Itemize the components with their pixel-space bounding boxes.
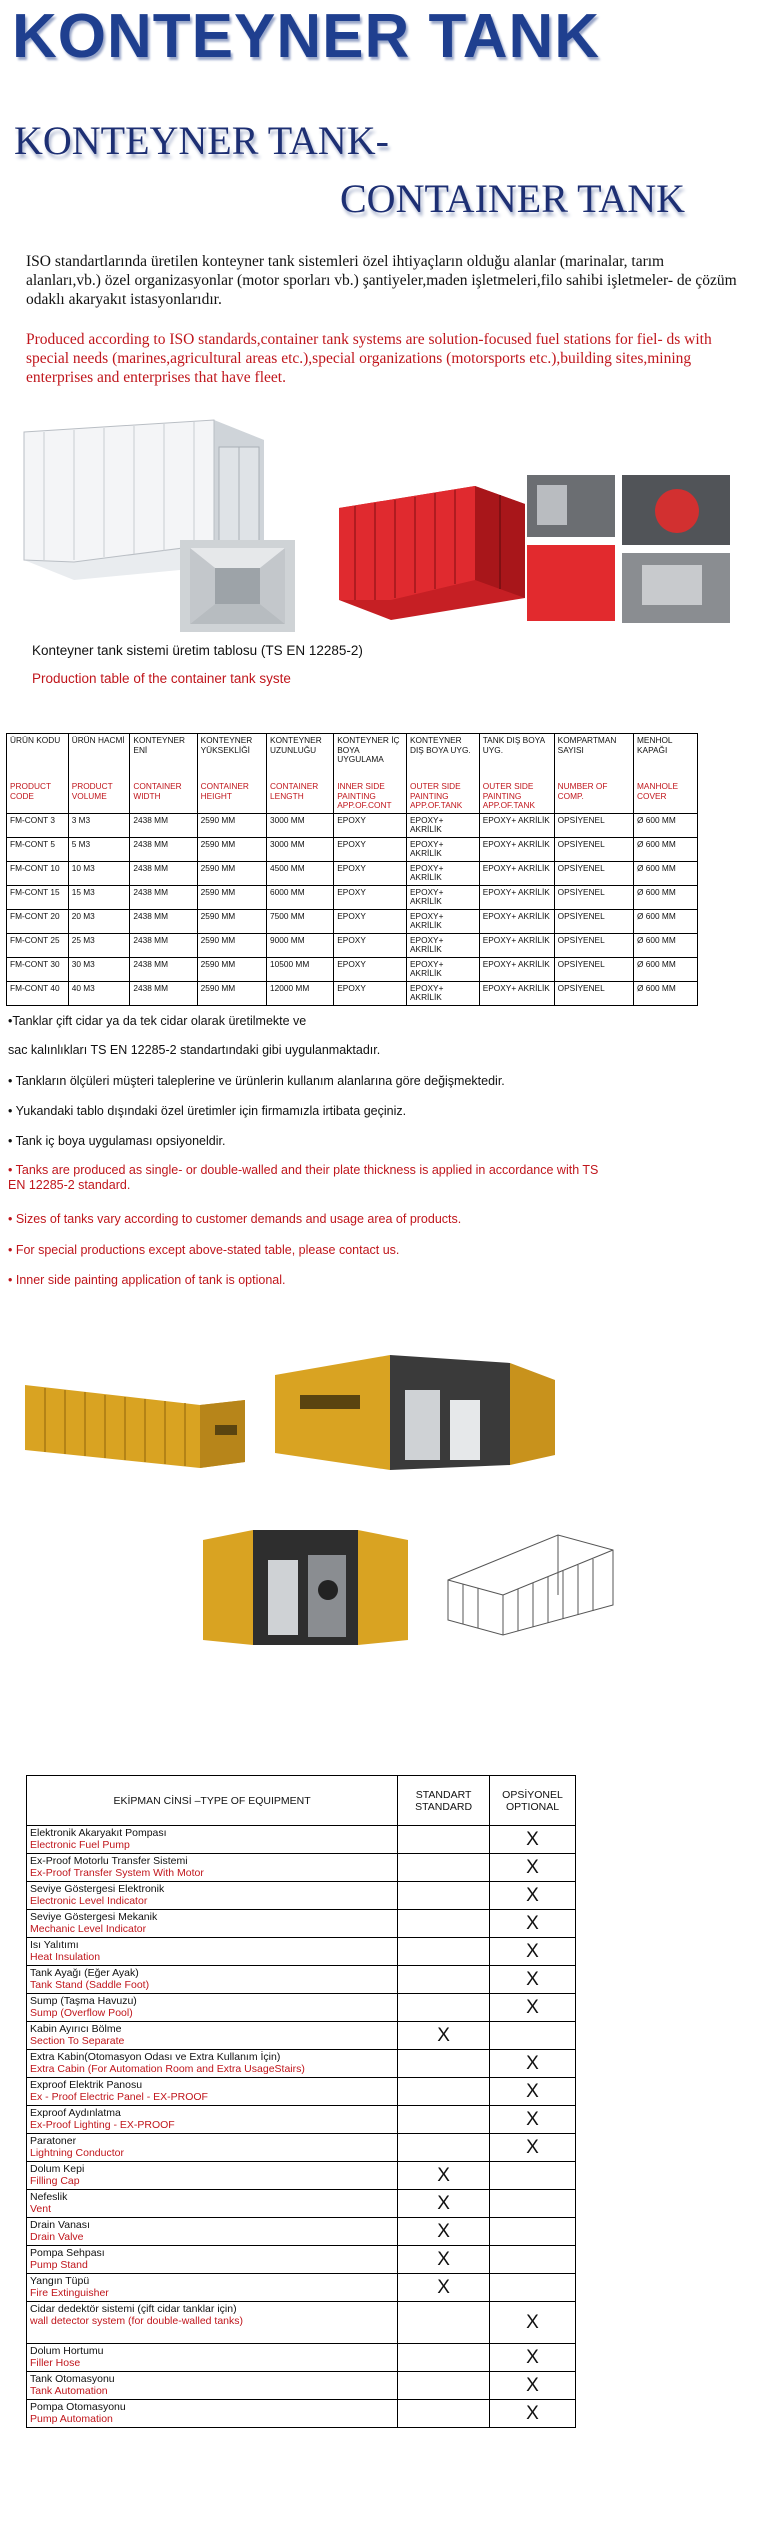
table-cell: 2438 MM: [130, 813, 197, 837]
table-row: [7, 933, 698, 957]
equipment-name-en: Electronic Fuel Pump: [30, 1839, 130, 1851]
equipment-name-cell: [27, 1854, 398, 1882]
table-cell: FM-CONT 3: [7, 813, 69, 837]
table-cell: 10 M3: [68, 861, 130, 885]
equipment-name-cell: [27, 2134, 398, 2162]
standard-mark: X: [398, 2022, 490, 2050]
table-cell: 2438 MM: [130, 981, 197, 1005]
equipment-name-tr: Tank Ayağı (Eğer Ayak): [30, 1967, 139, 1979]
equipment-name-en: Filler Hose: [30, 2357, 81, 2369]
optional-mark: X: [490, 1938, 576, 1966]
col-header-volume: ÜRÜN HACMİ PRODUCT VOLUME: [68, 734, 130, 814]
equipment-name-cell: [27, 1938, 398, 1966]
note-tr-5: • Tank iç boya uygulaması opsiyoneldir.: [8, 1134, 226, 1148]
col-header-outer-paint-container: KONTEYNER DIŞ BOYA UYG. OUTER SIDE PAINTING APP.OF.TANK: [407, 734, 480, 814]
standard-mark: [398, 2302, 490, 2344]
equipment-row: [27, 2372, 576, 2400]
equipment-name-cell: [27, 2372, 398, 2400]
note-tr-4: • Yukandaki tablo dışındaki özel üretimler için firmamızla irtibata geçiniz.: [8, 1104, 407, 1118]
equipment-table: [26, 1775, 576, 2428]
equipment-name-tr: Seviye Göstergesi Elektronik: [30, 1883, 165, 1895]
table-cell: EPOXY+ AKRİLİK: [407, 813, 480, 837]
standard-mark: [398, 1966, 490, 1994]
table-row: [7, 813, 698, 837]
standard-mark: X: [398, 2274, 490, 2302]
table-cell: FM-CONT 5: [7, 837, 69, 861]
standard-mark: [398, 1938, 490, 1966]
table-cell: EPOXY+ AKRİLİK: [479, 933, 554, 957]
note-en-1: • Tanks are produced as single- or double-walled and their plate thickness is applied in accordance with TS EN 12285-2 standard.: [8, 1163, 599, 1192]
equipment-name-en: Ex - Proof Electric Panel - EX-PROOF: [30, 2091, 208, 2103]
equipment-row: [27, 1994, 576, 2022]
equipment-row: [27, 2218, 576, 2246]
optional-mark: X: [490, 2106, 576, 2134]
equipment-name-en: Extra Cabin (For Automation Room and Extra UsageStairs): [30, 2063, 305, 2075]
table-cell: 2438 MM: [130, 837, 197, 861]
table-cell: EPOXY: [334, 909, 407, 933]
col-header-outer-paint-tank: TANK DIŞ BOYA UYG. OUTER SIDE PAINTING APP.OF.TANK: [479, 734, 554, 814]
standard-mark: [398, 2106, 490, 2134]
equipment-row: [27, 1938, 576, 1966]
equipment-row: [27, 2344, 576, 2372]
equipment-row: [27, 1966, 576, 1994]
equipment-name-tr: Kabin Ayırıcı Bölme: [30, 2023, 122, 2035]
standard-mark: [398, 2078, 490, 2106]
red-container-image: [335, 468, 530, 626]
intro-paragraph-tr: ISO standartlarında üretilen konteyner tank sistemleri özel ihtiyaçların olduğu alanlar (marinalar, tarım alanları,vb.) özel organizasyonlar (motor sporları vb.) şantiyeler,maden işletmeleri,filo sahibi işletmeler- de çözüm odaklı akaryakıt istasyonlarıdır.: [26, 253, 737, 308]
equipment-name-cell: [27, 1966, 398, 1994]
table-cell: 4500 MM: [267, 861, 334, 885]
standard-mark: [398, 1994, 490, 2022]
table-cell: 2438 MM: [130, 885, 197, 909]
optional-mark: X: [490, 2344, 576, 2372]
table-row: [7, 861, 698, 885]
table-cell: 2590 MM: [197, 837, 266, 861]
equipment-name-tr: Extra Kabin(Otomasyon Odası ve Extra Kullanım İçin): [30, 2051, 281, 2063]
table-cell: 6000 MM: [267, 885, 334, 909]
col-header-optional: OPSİYONEL OPTIONAL: [490, 1776, 576, 1826]
table-cell: Ø 600 MM: [634, 909, 698, 933]
optional-mark: X: [490, 1994, 576, 2022]
table-cell: EPOXY+ AKRİLİK: [407, 837, 480, 861]
table-cell: Ø 600 MM: [634, 981, 698, 1005]
table-cell: 2438 MM: [130, 933, 197, 957]
table-cell: OPSİYENEL: [554, 813, 633, 837]
equipment-name-tr: Cidar dedektör sistemi (çift cidar tanklar için): [30, 2303, 237, 2315]
note-tr-2: sac kalınlıkları TS EN 12285-2 standartındaki gibi uygulanmaktadır.: [8, 1043, 381, 1057]
equipment-name-cell: [27, 2106, 398, 2134]
container-interior-image: [180, 540, 295, 632]
equipment-name-cell: [27, 2218, 398, 2246]
equipment-name-en: Drain Valve: [30, 2231, 84, 2243]
equipment-name-en: Mechanic Level Indicator: [30, 1923, 147, 1935]
equipment-name-tr: Seviye Göstergesi Mekanik: [30, 1911, 158, 1923]
table-cell: OPSİYENEL: [554, 957, 633, 981]
optional-mark: X: [490, 1826, 576, 1854]
table-cell: 3000 MM: [267, 813, 334, 837]
equipment-name-tr: Pompa Otomasyonu: [30, 2401, 126, 2413]
optional-mark: X: [490, 1882, 576, 1910]
equipment-row: [27, 1882, 576, 1910]
table-cell: FM-CONT 25: [7, 933, 69, 957]
equipment-row: [27, 2078, 576, 2106]
standard-mark: [398, 1882, 490, 1910]
equipment-name-tr: Sump (Taşma Havuzu): [30, 1995, 137, 2007]
table-cell: 10500 MM: [267, 957, 334, 981]
optional-mark: [490, 2218, 576, 2246]
table-cell: Ø 600 MM: [634, 813, 698, 837]
equipment-name-tr: Exproof Elektrik Panosu: [30, 2079, 143, 2091]
equipment-name-en: Electronic Level Indicator: [30, 1895, 148, 1907]
table-cell: FM-CONT 10: [7, 861, 69, 885]
table-cell: EPOXY+ AKRİLİK: [479, 957, 554, 981]
optional-mark: X: [490, 2372, 576, 2400]
table-cell: 30 M3: [68, 957, 130, 981]
table-cell: Ø 600 MM: [634, 933, 698, 957]
standard-mark: [398, 1910, 490, 1938]
yellow-container-open-side-image: [270, 1345, 560, 1485]
table-cell: 2590 MM: [197, 861, 266, 885]
table-cell: 2590 MM: [197, 933, 266, 957]
equipment-name-tr: Tank Otomasyonu: [30, 2373, 115, 2385]
equipment-row: [27, 2134, 576, 2162]
standard-mark: [398, 2344, 490, 2372]
equipment-name-en: Ex-Proof Lighting - EX-PROOF: [30, 2119, 175, 2131]
table-cell: 2438 MM: [130, 861, 197, 885]
equipment-row: [27, 2190, 576, 2218]
table-cell: Ø 600 MM: [634, 885, 698, 909]
optional-mark: X: [490, 1854, 576, 1882]
equipment-name-cell: [27, 2400, 398, 2428]
table-row: [7, 957, 698, 981]
equipment-name-en: Sump (Overflow Pool): [30, 2007, 133, 2019]
col-header-compartments: KOMPARTMAN SAYISI NUMBER OF COMP.: [554, 734, 633, 814]
optional-mark: [490, 2246, 576, 2274]
table-cell: 2590 MM: [197, 981, 266, 1005]
optional-mark: X: [490, 1910, 576, 1938]
standard-mark: X: [398, 2162, 490, 2190]
table-cell: FM-CONT 40: [7, 981, 69, 1005]
table-cell: Ø 600 MM: [634, 957, 698, 981]
equipment-name-cell: [27, 1826, 398, 1854]
equipment-name-tr: Yangın Tüpü: [30, 2275, 90, 2287]
table-cell: OPSİYENEL: [554, 885, 633, 909]
production-table-caption-tr: Konteyner tank sistemi üretim tablosu (TS EN 12285-2): [32, 643, 363, 658]
equipment-name-tr: Dolum Hortumu: [30, 2345, 104, 2357]
equipment-name-en: Lightning Conductor: [30, 2147, 124, 2159]
yellow-container-open-front-image: [198, 1520, 413, 1655]
equipment-name-tr: Ex-Proof Motorlu Transfer Sistemi: [30, 1855, 188, 1867]
equipment-name-tr: Elektronik Akaryakıt Pompası: [30, 1827, 167, 1839]
table-cell: EPOXY: [334, 981, 407, 1005]
optional-mark: [490, 2022, 576, 2050]
col-header-height: KONTEYNER YÜKSEKLİĞİ CONTAINER HEIGHT: [197, 734, 266, 814]
table-cell: 3 M3: [68, 813, 130, 837]
intro-paragraph-en: Produced according to ISO standards,container tank systems are solution-focused fuel stations for fiel- ds with special needs (marines,agricultural areas etc.),special organizations (motorsports etc.),building sites,mining enterprises and enterprises that have fleet.: [26, 331, 712, 386]
table-cell: 15 M3: [68, 885, 130, 909]
subtitle-line-2: CONTAINER TANK: [340, 176, 686, 221]
table-cell: 3000 MM: [267, 837, 334, 861]
table-cell: 2590 MM: [197, 909, 266, 933]
table-cell: OPSİYENEL: [554, 933, 633, 957]
table-row: [7, 981, 698, 1005]
equipment-name-tr: Paratoner: [30, 2135, 77, 2147]
note-tr-1: •Tanklar çift cidar ya da tek cidar olarak üretilmekte ve: [8, 1014, 307, 1028]
table-cell: 40 M3: [68, 981, 130, 1005]
equipment-name-cell: [27, 1910, 398, 1938]
standard-mark: [398, 1854, 490, 1882]
equipment-name-tr: Pompa Sehpası: [30, 2247, 105, 2259]
table-cell: 20 M3: [68, 909, 130, 933]
optional-mark: X: [490, 2078, 576, 2106]
table-cell: OPSİYENEL: [554, 837, 633, 861]
table-cell: OPSİYENEL: [554, 981, 633, 1005]
optional-mark: X: [490, 2134, 576, 2162]
table-cell: EPOXY: [334, 861, 407, 885]
standard-mark: [398, 1826, 490, 1854]
equipment-name-en: Filling Cap: [30, 2175, 80, 2187]
table-cell: EPOXY+ AKRİLİK: [407, 957, 480, 981]
col-header-standard: STANDART STANDARD: [398, 1776, 490, 1826]
equipment-row: [27, 1826, 576, 1854]
table-cell: EPOXY: [334, 933, 407, 957]
standard-mark: X: [398, 2218, 490, 2246]
equipment-name-tr: Exproof Aydınlatma: [30, 2107, 121, 2119]
table-cell: EPOXY+ AKRİLİK: [407, 909, 480, 933]
yellow-container-closed-image: [20, 1370, 250, 1470]
table-cell: OPSİYENEL: [554, 861, 633, 885]
table-cell: EPOXY+ AKRİLİK: [479, 909, 554, 933]
table-cell: 25 M3: [68, 933, 130, 957]
col-header-width: KONTEYNER ENİ CONTAINER WIDTH: [130, 734, 197, 814]
equipment-name-en: Fire Extinguisher: [30, 2287, 109, 2299]
equipment-name-tr: Isı Yalıtımı: [30, 1939, 79, 1951]
table-cell: 2438 MM: [130, 957, 197, 981]
equipment-name-cell: [27, 2274, 398, 2302]
optional-mark: X: [490, 2302, 576, 2344]
equipment-name-cell: [27, 2022, 398, 2050]
equipment-name-cell: [27, 2050, 398, 2078]
table-cell: 2590 MM: [197, 813, 266, 837]
table-cell: 5 M3: [68, 837, 130, 861]
equipment-name-cell: [27, 1882, 398, 1910]
equipment-name-en: Heat Insulation: [30, 1951, 101, 1963]
equipment-name-cell: [27, 2162, 398, 2190]
standard-mark: [398, 2400, 490, 2428]
equipment-row: [27, 1854, 576, 1882]
table-cell: EPOXY+ AKRİLİK: [479, 813, 554, 837]
table-cell: EPOXY+ AKRİLİK: [479, 885, 554, 909]
col-header-manhole: MENHOL KAPAĞI MANHOLE COVER: [634, 734, 698, 814]
note-tr-3: • Tankların ölçüleri müşteri taleplerine ve ürünlerin kullanım alanlarına göre değişmektedir.: [8, 1074, 505, 1088]
table-row: [7, 909, 698, 933]
table-cell: 7500 MM: [267, 909, 334, 933]
equipment-name-en: Ex-Proof Transfer System With Motor: [30, 1867, 204, 1879]
table-cell: FM-CONT 15: [7, 885, 69, 909]
equipment-row: [27, 2400, 576, 2428]
note-en-2: • Sizes of tanks vary according to customer demands and usage area of products.: [8, 1212, 462, 1226]
table-cell: FM-CONT 30: [7, 957, 69, 981]
table-cell: FM-CONT 20: [7, 909, 69, 933]
equipment-name-tr: Drain Vanası: [30, 2219, 90, 2231]
note-en-3: • For special productions except above-stated table, please contact us.: [8, 1243, 400, 1257]
equipment-name-en: Tank Stand (Saddle Foot): [30, 1979, 150, 1991]
col-header-equipment-type: EKİPMAN CİNSİ –TYPE OF EQUIPMENT: [27, 1776, 398, 1826]
equipment-name-cell: [27, 2190, 398, 2218]
production-table-header-row: [7, 734, 698, 814]
note-en-4: • Inner side painting application of tank is optional.: [8, 1273, 286, 1287]
equipment-name-en: Tank Automation: [30, 2385, 108, 2397]
container-wireframe-drawing: [438, 1525, 618, 1640]
equipment-name-cell: [27, 2246, 398, 2274]
col-header-length: KONTEYNER UZUNLUĞU CONTAINER LENGTH: [267, 734, 334, 814]
equipment-row: [27, 2050, 576, 2078]
standard-mark: [398, 2372, 490, 2400]
subtitle-line-1: KONTEYNER TANK-: [14, 118, 389, 163]
table-row: [7, 837, 698, 861]
equipment-name-tr: Dolum Kepi: [30, 2163, 85, 2175]
equipment-row: [27, 2302, 576, 2344]
table-cell: EPOXY+ AKRİLİK: [407, 885, 480, 909]
table-cell: 2590 MM: [197, 885, 266, 909]
standard-mark: X: [398, 2190, 490, 2218]
standard-mark: [398, 2134, 490, 2162]
table-cell: 2590 MM: [197, 957, 266, 981]
equipment-row: [27, 2022, 576, 2050]
table-cell: 12000 MM: [267, 981, 334, 1005]
table-cell: EPOXY+ AKRİLİK: [407, 933, 480, 957]
table-cell: OPSİYENEL: [554, 909, 633, 933]
page-title: KONTEYNER TANK: [12, 2, 601, 71]
col-header-inner-paint: KONTEYNER İÇ BOYA UYGULAMA INNER SIDE PAINTING APP.OF.CONT: [334, 734, 407, 814]
optional-mark: X: [490, 2050, 576, 2078]
table-cell: EPOXY+ AKRİLİK: [407, 861, 480, 885]
table-cell: EPOXY: [334, 957, 407, 981]
equipment-name-en: Pump Automation: [30, 2413, 113, 2425]
detail-photos-collage: [527, 475, 731, 623]
standard-mark: X: [398, 2246, 490, 2274]
equipment-name-cell: [27, 1994, 398, 2022]
table-cell: Ø 600 MM: [634, 837, 698, 861]
table-cell: EPOXY+ AKRİLİK: [479, 837, 554, 861]
equipment-name-tr: Nefeslik: [30, 2191, 68, 2203]
table-cell: Ø 600 MM: [634, 861, 698, 885]
table-cell: EPOXY: [334, 813, 407, 837]
table-cell: EPOXY+ AKRİLİK: [407, 981, 480, 1005]
equipment-name-cell: [27, 2344, 398, 2372]
equipment-row: [27, 2246, 576, 2274]
standard-mark: [398, 2050, 490, 2078]
equipment-name-en: wall detector system (for double-walled tanks): [30, 2315, 244, 2327]
table-row: [7, 885, 698, 909]
optional-mark: [490, 2274, 576, 2302]
optional-mark: X: [490, 1966, 576, 1994]
equipment-name-en: Pump Stand: [30, 2259, 88, 2271]
table-cell: 2438 MM: [130, 909, 197, 933]
table-cell: EPOXY+ AKRİLİK: [479, 981, 554, 1005]
equipment-row: [27, 1910, 576, 1938]
equipment-name-en: Section To Separate: [30, 2035, 125, 2047]
table-cell: EPOXY: [334, 837, 407, 861]
equipment-name-en: Vent: [30, 2203, 52, 2215]
production-table: [6, 733, 698, 1006]
table-cell: 9000 MM: [267, 933, 334, 957]
optional-mark: [490, 2190, 576, 2218]
table-cell: EPOXY: [334, 885, 407, 909]
equipment-table-header-row: [27, 1776, 576, 1826]
table-cell: EPOXY+ AKRİLİK: [479, 861, 554, 885]
col-header-product-code: ÜRÜN KODU PRODUCT CODE: [7, 734, 69, 814]
equipment-name-cell: [27, 2302, 398, 2344]
optional-mark: X: [490, 2400, 576, 2428]
production-table-caption-en: Production table of the container tank syste: [32, 671, 291, 686]
optional-mark: [490, 2162, 576, 2190]
equipment-name-cell: [27, 2078, 398, 2106]
equipment-row: [27, 2162, 576, 2190]
equipment-row: [27, 2274, 576, 2302]
equipment-row: [27, 2106, 576, 2134]
